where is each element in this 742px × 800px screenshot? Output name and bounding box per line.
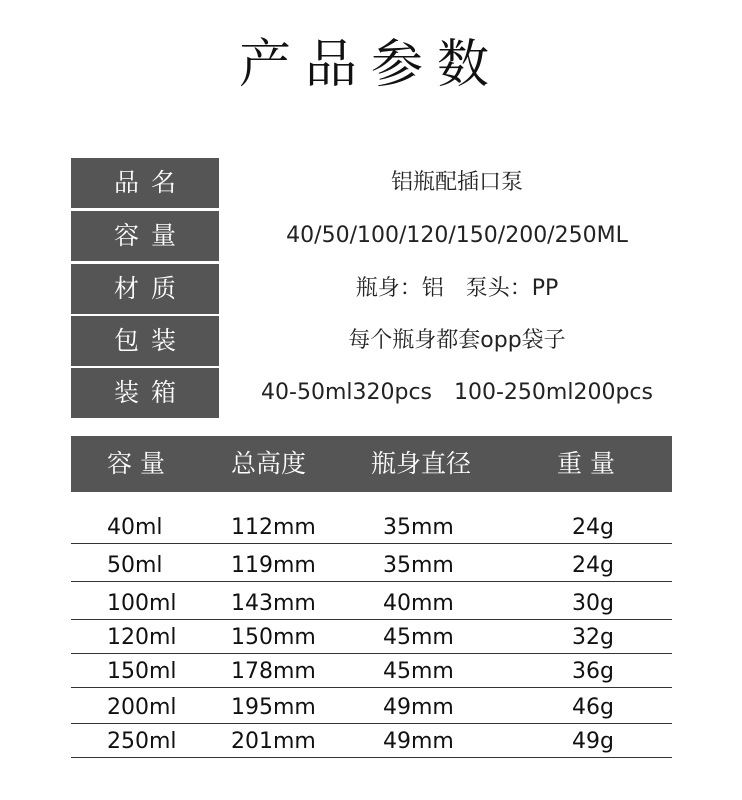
column-header: 总高度 bbox=[231, 449, 307, 478]
table-cell: 120ml bbox=[107, 625, 177, 650]
row-divider bbox=[71, 581, 672, 582]
table-cell: 40ml bbox=[107, 515, 163, 540]
table-cell: 35mm bbox=[383, 515, 454, 540]
table-cell: 24g bbox=[572, 515, 614, 540]
table-cell: 50ml bbox=[107, 553, 163, 578]
table-cell: 45mm bbox=[383, 625, 454, 650]
column-header: 瓶身直径 bbox=[371, 449, 472, 478]
page-title: 产品参数 bbox=[238, 35, 503, 95]
table-row bbox=[71, 652, 672, 688]
table-cell: 40mm bbox=[383, 591, 454, 616]
table-cell: 32g bbox=[572, 625, 614, 650]
table-cell: 46g bbox=[572, 695, 614, 720]
table-cell: 250ml bbox=[107, 729, 177, 754]
table-cell: 178mm bbox=[231, 659, 316, 684]
table-cell: 36g bbox=[572, 659, 614, 684]
table-cell: 150ml bbox=[107, 659, 177, 684]
table-row bbox=[71, 722, 672, 758]
spec-label: 包装 bbox=[71, 316, 219, 366]
spec-value-part: 100-250ml200pcs bbox=[454, 380, 653, 405]
table-row bbox=[71, 584, 672, 620]
spec-row-material bbox=[71, 264, 671, 314]
column-header: 容 量 bbox=[107, 449, 165, 478]
spec-value-part: 泵头：PP bbox=[465, 276, 559, 301]
spec-value bbox=[223, 368, 691, 418]
spec-value-part: 瓶身：铝 bbox=[355, 276, 444, 301]
table-cell: 201mm bbox=[231, 729, 316, 754]
table-cell: 112mm bbox=[231, 515, 316, 540]
row-divider bbox=[71, 543, 672, 544]
table-row bbox=[71, 618, 672, 654]
spec-value bbox=[223, 264, 691, 314]
spec-label: 容量 bbox=[71, 211, 219, 261]
table-cell: 45mm bbox=[383, 659, 454, 684]
table-cell: 195mm bbox=[231, 695, 316, 720]
spec-label: 材质 bbox=[71, 264, 219, 314]
table-header bbox=[71, 436, 672, 492]
column-header: 重 量 bbox=[557, 449, 615, 478]
table-cell: 49mm bbox=[383, 695, 454, 720]
table-cell: 24g bbox=[572, 553, 614, 578]
table-cell: 49mm bbox=[383, 729, 454, 754]
spec-label: 装箱 bbox=[71, 368, 219, 418]
spec-row-boxing bbox=[71, 368, 671, 418]
table-cell: 143mm bbox=[231, 591, 316, 616]
spec-value: 40/50/100/120/150/200/250ML bbox=[286, 223, 628, 248]
spec-value: 每个瓶身都套opp袋子 bbox=[348, 328, 566, 353]
table-cell: 100ml bbox=[107, 591, 177, 616]
table-cell: 35mm bbox=[383, 553, 454, 578]
spec-row-packaging bbox=[71, 316, 671, 366]
spec-label: 品名 bbox=[71, 158, 219, 208]
table-cell: 30g bbox=[572, 591, 614, 616]
table-row bbox=[71, 688, 672, 724]
table-cell: 119mm bbox=[231, 553, 316, 578]
table-cell: 49g bbox=[572, 729, 614, 754]
table-cell: 200ml bbox=[107, 695, 177, 720]
row-divider bbox=[71, 757, 672, 758]
spec-row-capacity bbox=[71, 211, 671, 261]
spec-value: 铝瓶配插口泵 bbox=[390, 170, 523, 195]
spec-row-name bbox=[71, 158, 671, 208]
spec-value-part: 40-50ml320pcs bbox=[261, 380, 432, 405]
table-row bbox=[71, 546, 672, 582]
table-row bbox=[71, 508, 672, 544]
table-cell: 150mm bbox=[231, 625, 316, 650]
